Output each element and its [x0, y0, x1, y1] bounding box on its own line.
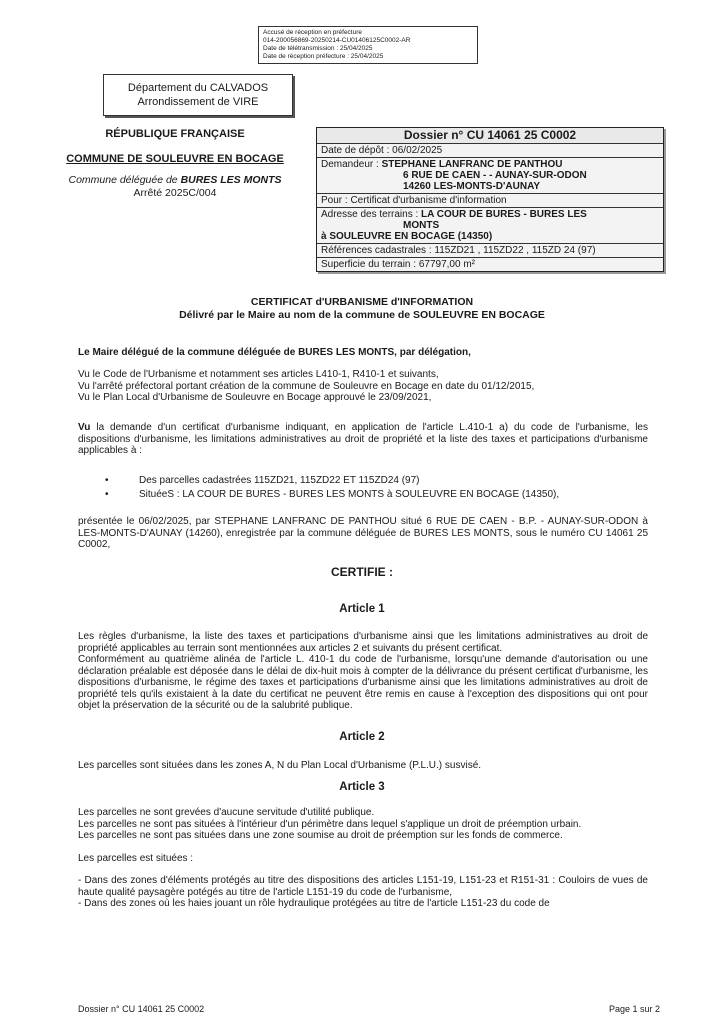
adresse-label: Adresse des terrains : [321, 209, 422, 220]
article-3-p4: Les parcelles est situées : [78, 852, 194, 864]
arrondissement-name: Arrondissement de VIRE [137, 96, 259, 108]
article-1-text [78, 631, 648, 712]
bullet-label: SituéeS : LA COUR DE BURES - BURES LES MONTS à SOULEUVRE EN BOCAGE (14350), [139, 489, 560, 500]
demandeur-address-1: 6 RUE DE CAEN - - AUNAY-SUR-ODON [403, 170, 587, 181]
bullet-item [105, 475, 645, 487]
date-depot: Date de dépôt : 06/02/2025 [317, 143, 663, 157]
republique-heading: RÉPUBLIQUE FRANÇAISE [105, 128, 245, 140]
commune-deleguee [60, 174, 290, 187]
commune-header [60, 128, 290, 200]
article-1-p1: Les règles d'urbanisme, la liste des taxes et participations d'urbanisme ainsi que les limitations administratives au droit de propriété applicables au terrain sont mentionnées aux articles 2 et suivants du présent certificat. [78, 631, 648, 654]
vu-item: Vu l'arrêté préfectoral portant création de la commune de Souleuvre en Bocage en date du 01/12/2015, [78, 380, 535, 392]
article-2-heading: Article 2 [339, 731, 385, 743]
demandeur-label: Demandeur : [321, 159, 382, 170]
vu-list [78, 369, 648, 404]
article-3-p1: Les parcelles ne sont grevées d'aucune servitude d'utilité publique. [78, 807, 375, 818]
adresse-line-1: LA COUR DE BURES - BURES LES [421, 209, 587, 220]
adresse-line-2: MONTS [403, 220, 440, 231]
document-title [0, 296, 724, 322]
title-line-2: Délivré par le Maire au nom de la commune de SOULEUVRE EN BOCAGE [179, 309, 545, 321]
stamp-line: Accusé de réception en préfecture [263, 29, 363, 36]
vu-item: Vu le Code de l'Urbanisme et notamment ses articles L410-1, R410-1 et suivants, [78, 369, 439, 380]
demandeur-address-2: 14260 LES-MONTS-D'AUNAY [403, 181, 541, 192]
footer-page-number: Page 1 sur 2 [608, 1004, 660, 1014]
stamp-line: 014-200056869-20250214-CU01406125C0002-AR [263, 37, 411, 44]
bullet-icon: • [105, 489, 109, 500]
dossier-box [316, 127, 664, 272]
title-line-1: CERTIFICAT d'URBANISME d'INFORMATION [250, 296, 474, 308]
commune-name: COMMUNE DE SOULEUVRE EN BOCAGE [66, 153, 284, 165]
references-cadastrales: Références cadastrales : 115ZD21 , 115ZD22 , 115ZD 24 (97) [317, 243, 663, 257]
demandeur-name: STEPHANE LANFRANC DE PANTHOU [381, 159, 563, 170]
deleguee-name: BURES LES MONTS [180, 174, 282, 186]
certifie-heading: CERTIFIE : [331, 565, 393, 579]
presentee-paragraph: présentée le 06/02/2025, par STEPHANE LANFRANC DE PANTHOU situé 6 RUE DE CAEN - B.P. - AUNAY-SUR-ODON à LES-MONTS-D'AUNAY (14260), enregistrée par la commune déléguée de BURES LES MONTS, sous le numéro CU 14061 25 C0002, [78, 516, 648, 550]
bullet-label: Des parcelles cadastrées 115ZD21, 115ZD22 ET 115ZD24 (97) [139, 475, 420, 486]
superficie: Superficie du terrain : 67797,00 m² [317, 257, 663, 271]
footer-dossier: Dossier n° CU 14061 25 C0002 [78, 1004, 205, 1014]
pour: Pour : Certificat d'urbanisme d'information [317, 193, 663, 207]
article-3-p5: - Dans des zones d'éléments protégés au titre des dispositions des articles L151-19, L151-23 et R151-31 : Couloirs de vues de haute qualité paysagère potégés au titre de l'article L151-19 du code de l'urbanisme, [78, 875, 648, 898]
dossier-number: Dossier n° CU 14061 25 C0002 [317, 128, 663, 143]
article-3-text [78, 807, 648, 910]
department-name: Département du CALVADOS [127, 82, 269, 94]
reception-stamp [258, 26, 478, 64]
maire-statement: Le Maire délégué de la commune déléguée de BURES LES MONTS, par délégation, [78, 347, 471, 358]
vu-demande [78, 422, 648, 457]
article-3-p3: Les parcelles ne sont pas situées dans une zone soumise au droit de préemption sur les fonds de commerce. [78, 830, 563, 841]
bullet-item [105, 489, 645, 501]
deleguee-prefix: Commune déléguée de [68, 174, 181, 186]
demandeur [317, 157, 663, 193]
arrete-number: Arrêté 2025C/004 [133, 187, 217, 199]
stamp-line: Date de réception préfecture : 25/04/2025 [263, 53, 384, 60]
article-1-heading: Article 1 [339, 603, 385, 615]
vu-demande-bold: Vu [78, 422, 91, 433]
stamp-line: Date de télétransmission : 25/04/2025 [263, 45, 373, 52]
adresse-line-3: à SOULEUVRE EN BOCAGE (14350) [321, 231, 493, 242]
article-2-text: Les parcelles sont situées dans les zones A, N du Plan Local d'Urbanisme (P.L.U.) susvisé. [78, 760, 482, 771]
adresse-terrains [317, 207, 663, 243]
vu-demande-text: la demande d'un certificat d'urbanisme indiquant, en application de l'article L.410-1 a) du code de l'urbanisme, les dispositions d'urbanisme, les limitations administratives au droit de propriété et la liste des taxes et participations d'urbanisme applicables à : [78, 422, 648, 456]
article-3-p6: - Dans des zones où les haies jouant un rôle hydraulique protégées au titre de l'article L151-23 du code de [78, 898, 550, 909]
article-3-p2: Les parcelles ne sont pas situées à l'intérieur d'un périmètre dans lequel s'applique un droit de préemption urbain. [78, 818, 582, 830]
bullet-icon: • [105, 475, 109, 486]
article-1-p2: Conformément au quatrième alinéa de l'article L. 410-1 du code de l'urbanisme, lorsqu'une demande d'autorisation ou une déclaration préalable est déposée dans le délai de dix-huit mois à compter de la délivrance du présent certificat d'urbanisme, les dispositions d'urbanisme, le régime des taxes et participations d'urbanisme ainsi que les limitations administratives au droit de propriété tels qu'ils existaient à la date du certificat ne peuvent être remis en cause à l'exception des dispositions qui ont pour objet la préservation de la sécurité ou de la salubrité publique. [78, 654, 648, 711]
article-3-heading: Article 3 [339, 781, 385, 793]
department-box [103, 74, 293, 116]
vu-item: Vu le Plan Local d'Urbanisme de Souleuvre en Bocage approuvé le 23/09/2021, [78, 392, 432, 403]
